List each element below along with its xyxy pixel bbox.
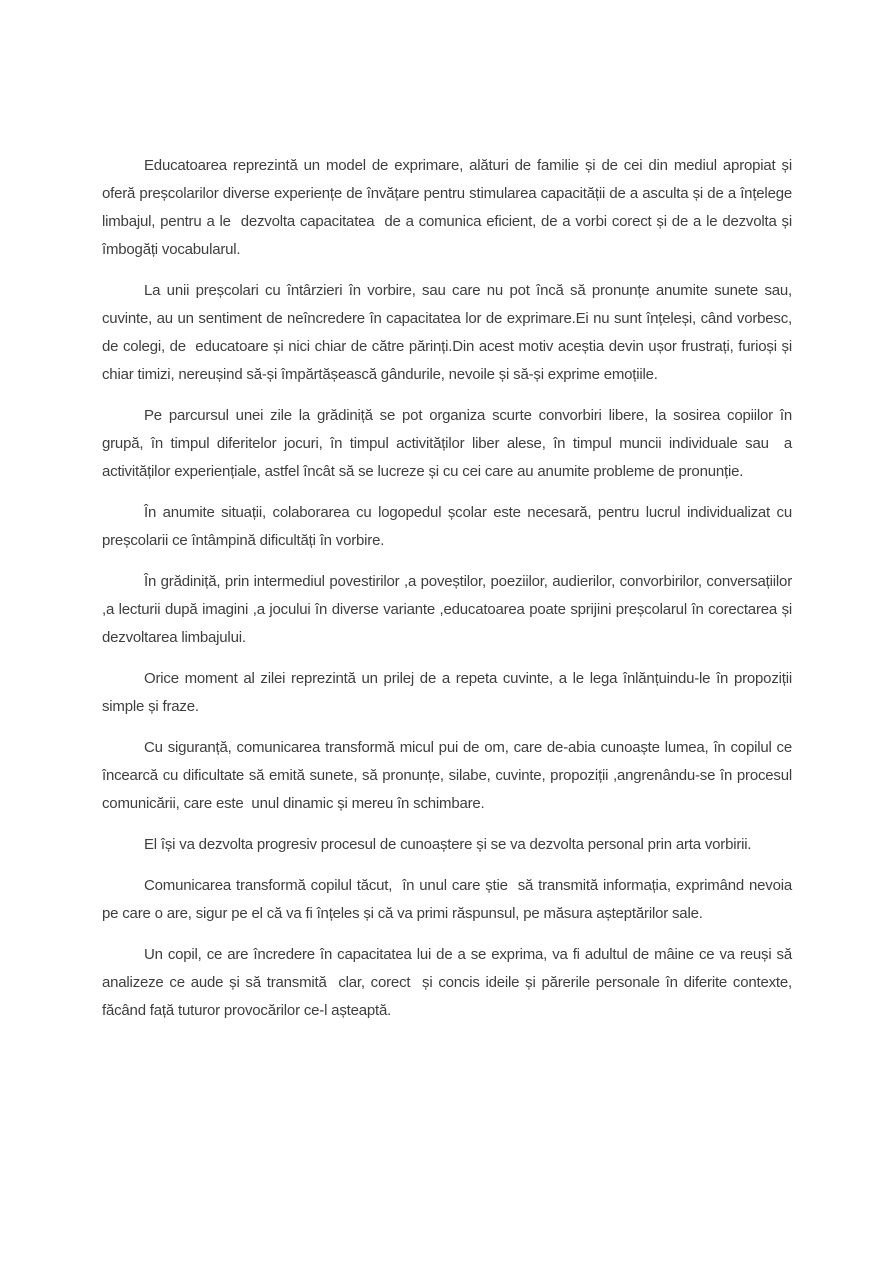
paragraph: În grădiniță, prin intermediul povestirilor ,a poveștilor, poeziilor, audierilor, convorbirilor, conversațiilor ,a lecturii după imagini ,a jocului în diverse variante ,educatoarea poate sprijini preșcolarul în corectarea și dezvoltarea limbajului. [102, 573, 796, 646]
paragraph: La unii preșcolari cu întârzieri în vorbire, sau care nu pot încă să pronunțe anumite sunete sau, cuvinte, au un sentiment de neîncredere în capacitatea lor de exprimare.Ei nu sunt înțeleși, când vorbesc, de colegi, de educatoare și nici chiar de către părinți.Din acest motiv aceștia devin ușor frustrați, furioși și chiar timizi, nereușind să-și împărtășească gândurile, nevoile și să-și exprime emoțiile. [102, 282, 796, 383]
paragraph: Educatoarea reprezintă un model de exprimare, alături de familie și de cei din mediul apropiat și oferă preșcolarilor diverse experiențe de învățare pentru stimularea capacității de a asculta și de a înțelege limbajul, pentru a le dezvolta capacitatea de a comunica eficient, de a vorbi corect și de a le dezvolta și îmbogăți vocabularul. [102, 157, 796, 258]
paragraph: El își va dezvolta progresiv procesul de cunoaștere și se va dezvolta personal prin arta vorbirii. [144, 836, 752, 853]
paragraph: Un copil, ce are încredere în capacitatea lui de a se exprima, va fi adultul de mâine ce va reuși să analizeze ce aude și să transmită clar, corect și concis ideile și părerile personale în diferite contexte, făcând față tuturor provocărilor ce-l așteaptă. [102, 946, 796, 1019]
paragraph: Cu siguranță, comunicarea transformă micul pui de om, care de-abia cunoaște lumea, în copilul ce încearcă cu dificultate să emită sunete, să pronunțe, silabe, cuvinte, propoziții ,angrenându-se în procesul comunicării, care este unul dinamic și mereu în schimbare. [102, 739, 796, 812]
document-body [102, 152, 796, 1025]
paragraph: În anumite situații, colaborarea cu logopedul școlar este necesară, pentru lucrul individualizat cu preșcolarii ce întâmpină dificultăți în vorbire. [102, 504, 796, 549]
paragraph: Pe parcursul unei zile la grădiniță se pot organiza scurte convorbiri libere, la sosirea copiilor în grupă, în timpul diferitelor jocuri, în timpul activităților liber alese, în timpul muncii individuale sau a activităților experiențiale, astfel încât să se lucreze și cu cei care au anumite probleme de pronunție. [102, 407, 796, 480]
paragraph: Orice moment al zilei reprezintă un prilej de a repeta cuvinte, a le lega înlănțuindu-le în propoziții simple și fraze. [102, 670, 796, 715]
paragraph: Comunicarea transformă copilul tăcut, în unul care știe să transmită informația, exprimând nevoia pe care o are, sigur pe el că va fi înțeles și că va primi răspunsul, pe măsura așteptărilor sale. [102, 877, 796, 922]
